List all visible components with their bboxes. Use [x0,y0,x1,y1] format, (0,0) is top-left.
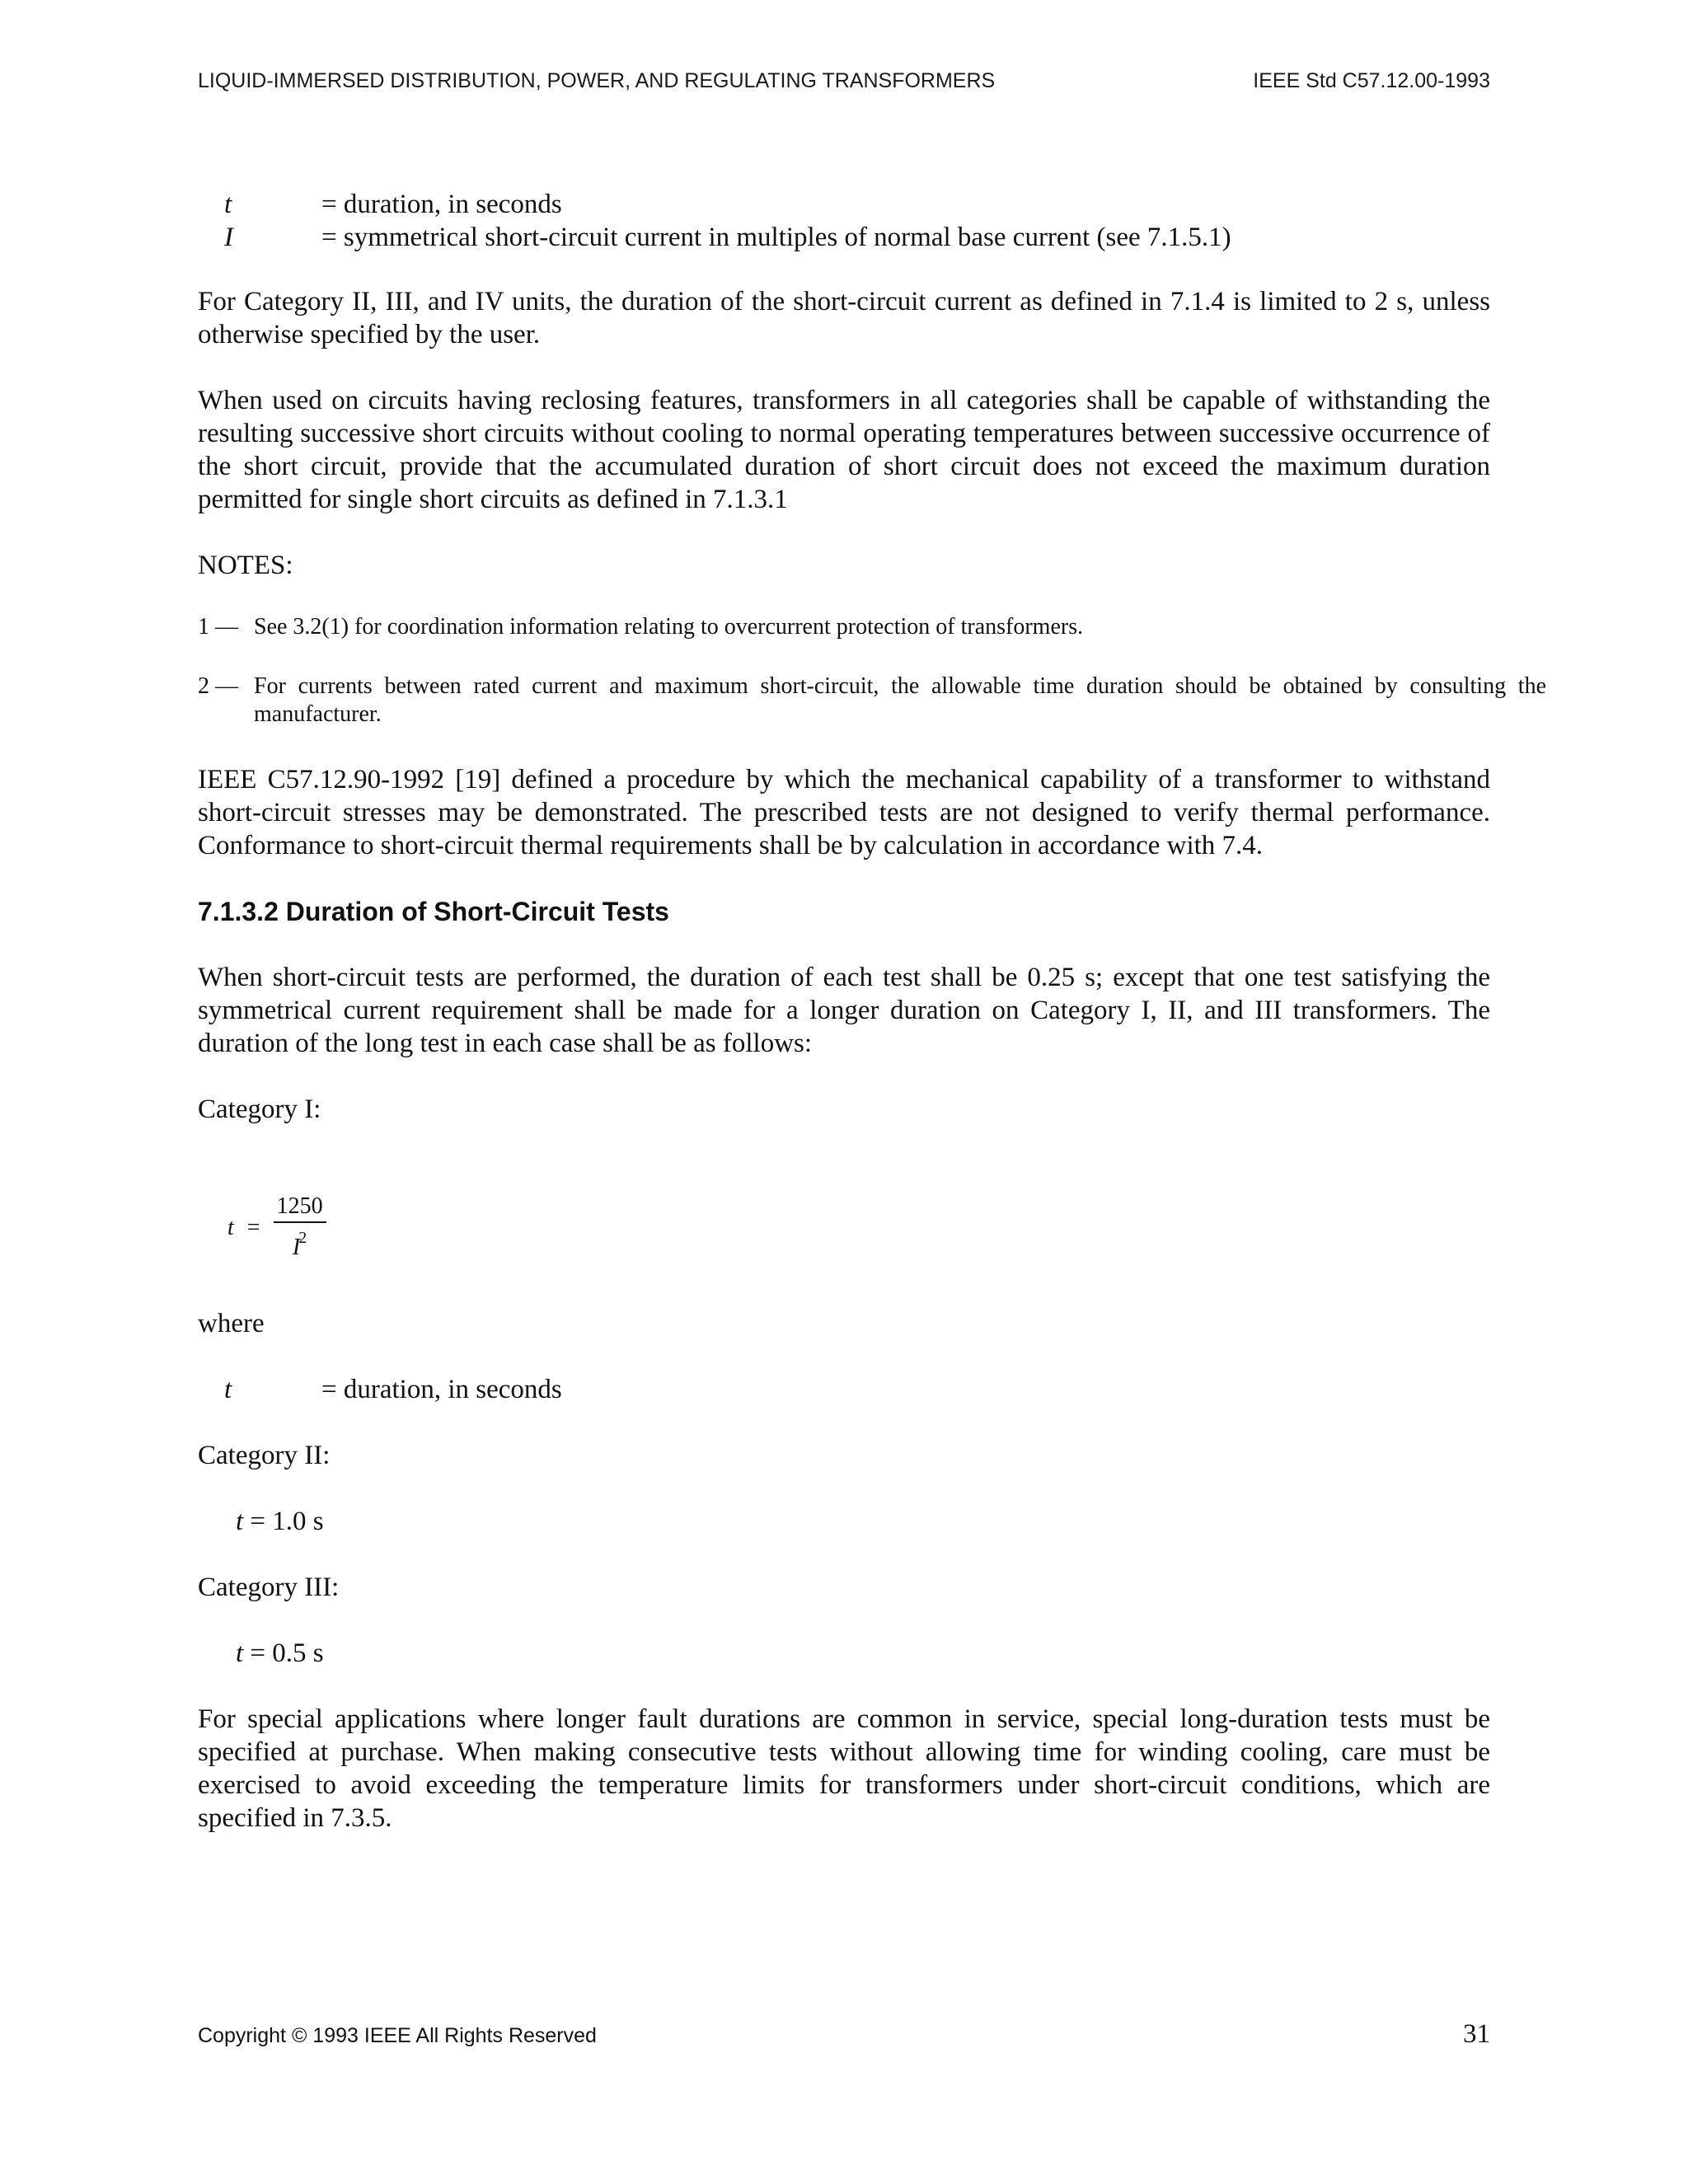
notes-label: NOTES: [198,551,293,580]
definition-text: = duration, in seconds [321,190,562,219]
note-1 [198,613,1546,641]
denominator-variable: I [292,1235,301,1260]
definition-symbol: t [224,190,232,219]
paragraph-reclosing: When used on circuits having reclosing features, transformers in all categories shall be capable of withstanding the resulting successive short circuits without cooling to normal operating temperatures between successive occurrence of the short circuit, provide that the accumulated duration of short circuit does not exceed the maximum duration permitted for single short circuits as defined in 7.1.3.1 [198,386,1490,514]
definition-list-where [198,1373,1490,1406]
category-1-label: Category I: [198,1094,321,1124]
definition-row [198,221,1490,254]
note-2 [198,673,1546,729]
fraction-denominator [293,1223,307,1263]
definition-row [198,188,1490,221]
running-header [198,69,1490,93]
equation-lhs: t [227,1215,234,1240]
fraction [274,1193,326,1263]
note-text: See 3.2(1) for coordination information relating to overcurrent protection of transformers. [254,614,1084,640]
header-title: LIQUID-IMMERSED DISTRIBUTION, POWER, AND REGULATING TRANSFORMERS [198,69,996,92]
definition-row [198,1373,1490,1406]
equation-category-1 [198,1187,1520,1269]
header-standard: IEEE Std C57.12.00-1993 [1253,69,1490,92]
paragraph-category-duration: For Category II, III, and IV units, the duration of the short-circuit current as defined in 7.1.4 is limited to 2 s, unless otherwise specified by the user. [198,287,1490,349]
equation-variable: t [236,1638,244,1668]
note-number: 2 — [198,673,238,699]
section-heading: 7.1.3.2 Duration of Short-Circuit Tests [198,897,669,926]
paragraph-special-applications: For special applications where longer fault durations are common in service, special long-duration tests must be specified at purchase. When making consecutive tests without allowing time for winding cooling, care must be exercised to avoid exceeding the temperature limits for transformers under short-circuit conditions, which are specified in 7.3.5. [198,1704,1490,1833]
paragraph-test-duration: When short-circuit tests are performed, the duration of each test shall be 0.25 s; except that one test satisfying the symmetrical current requirement shall be made for a longer duration on Category I, II, and III transformers. The duration of the long test in each case shall be as follows: [198,963,1490,1058]
equation-category-3 [198,1637,1528,1670]
page-footer [198,2019,1490,2050]
copyright-notice: Copyright © 1993 IEEE All Rights Reserved [198,2024,597,2047]
category-3-label: Category III: [198,1572,340,1602]
equation-value: = 1.0 s [243,1507,324,1536]
page-number: 31 [1463,2019,1490,2049]
definition-symbol: t [224,1375,232,1404]
note-number: 1 — [198,614,238,640]
definition-symbol: I [224,223,233,252]
denominator-exponent: 2 [298,1229,307,1247]
definition-text: = duration, in seconds [321,1375,562,1404]
equation-category-2 [198,1505,1528,1538]
definition-list-top [198,188,1490,254]
equation-value: = 0.5 s [243,1638,324,1668]
definition-text: = symmetrical short-circuit current in multiples of normal base current (see 7.1.5.1) [321,223,1231,252]
equation-equals: = [246,1215,260,1240]
equation-variable: t [236,1507,244,1536]
paragraph-mechanical-capability: IEEE C57.12.90-1992 [19] defined a procedure by which the mechanical capability of a transformer to withstand short-circuit stresses may be demonstrated. The prescribed tests are not designed to verify thermal performance. Conformance to short-circuit thermal requirements shall be by calculation in accordance with 7.4. [198,765,1490,860]
where-label: where [198,1309,265,1338]
note-text: For currents between rated current and maximum short-circuit, the allowable time duration should be obtained by consulting the manufacturer. [254,673,1546,727]
category-2-label: Category II: [198,1441,331,1470]
fraction-numerator: 1250 [274,1193,326,1223]
